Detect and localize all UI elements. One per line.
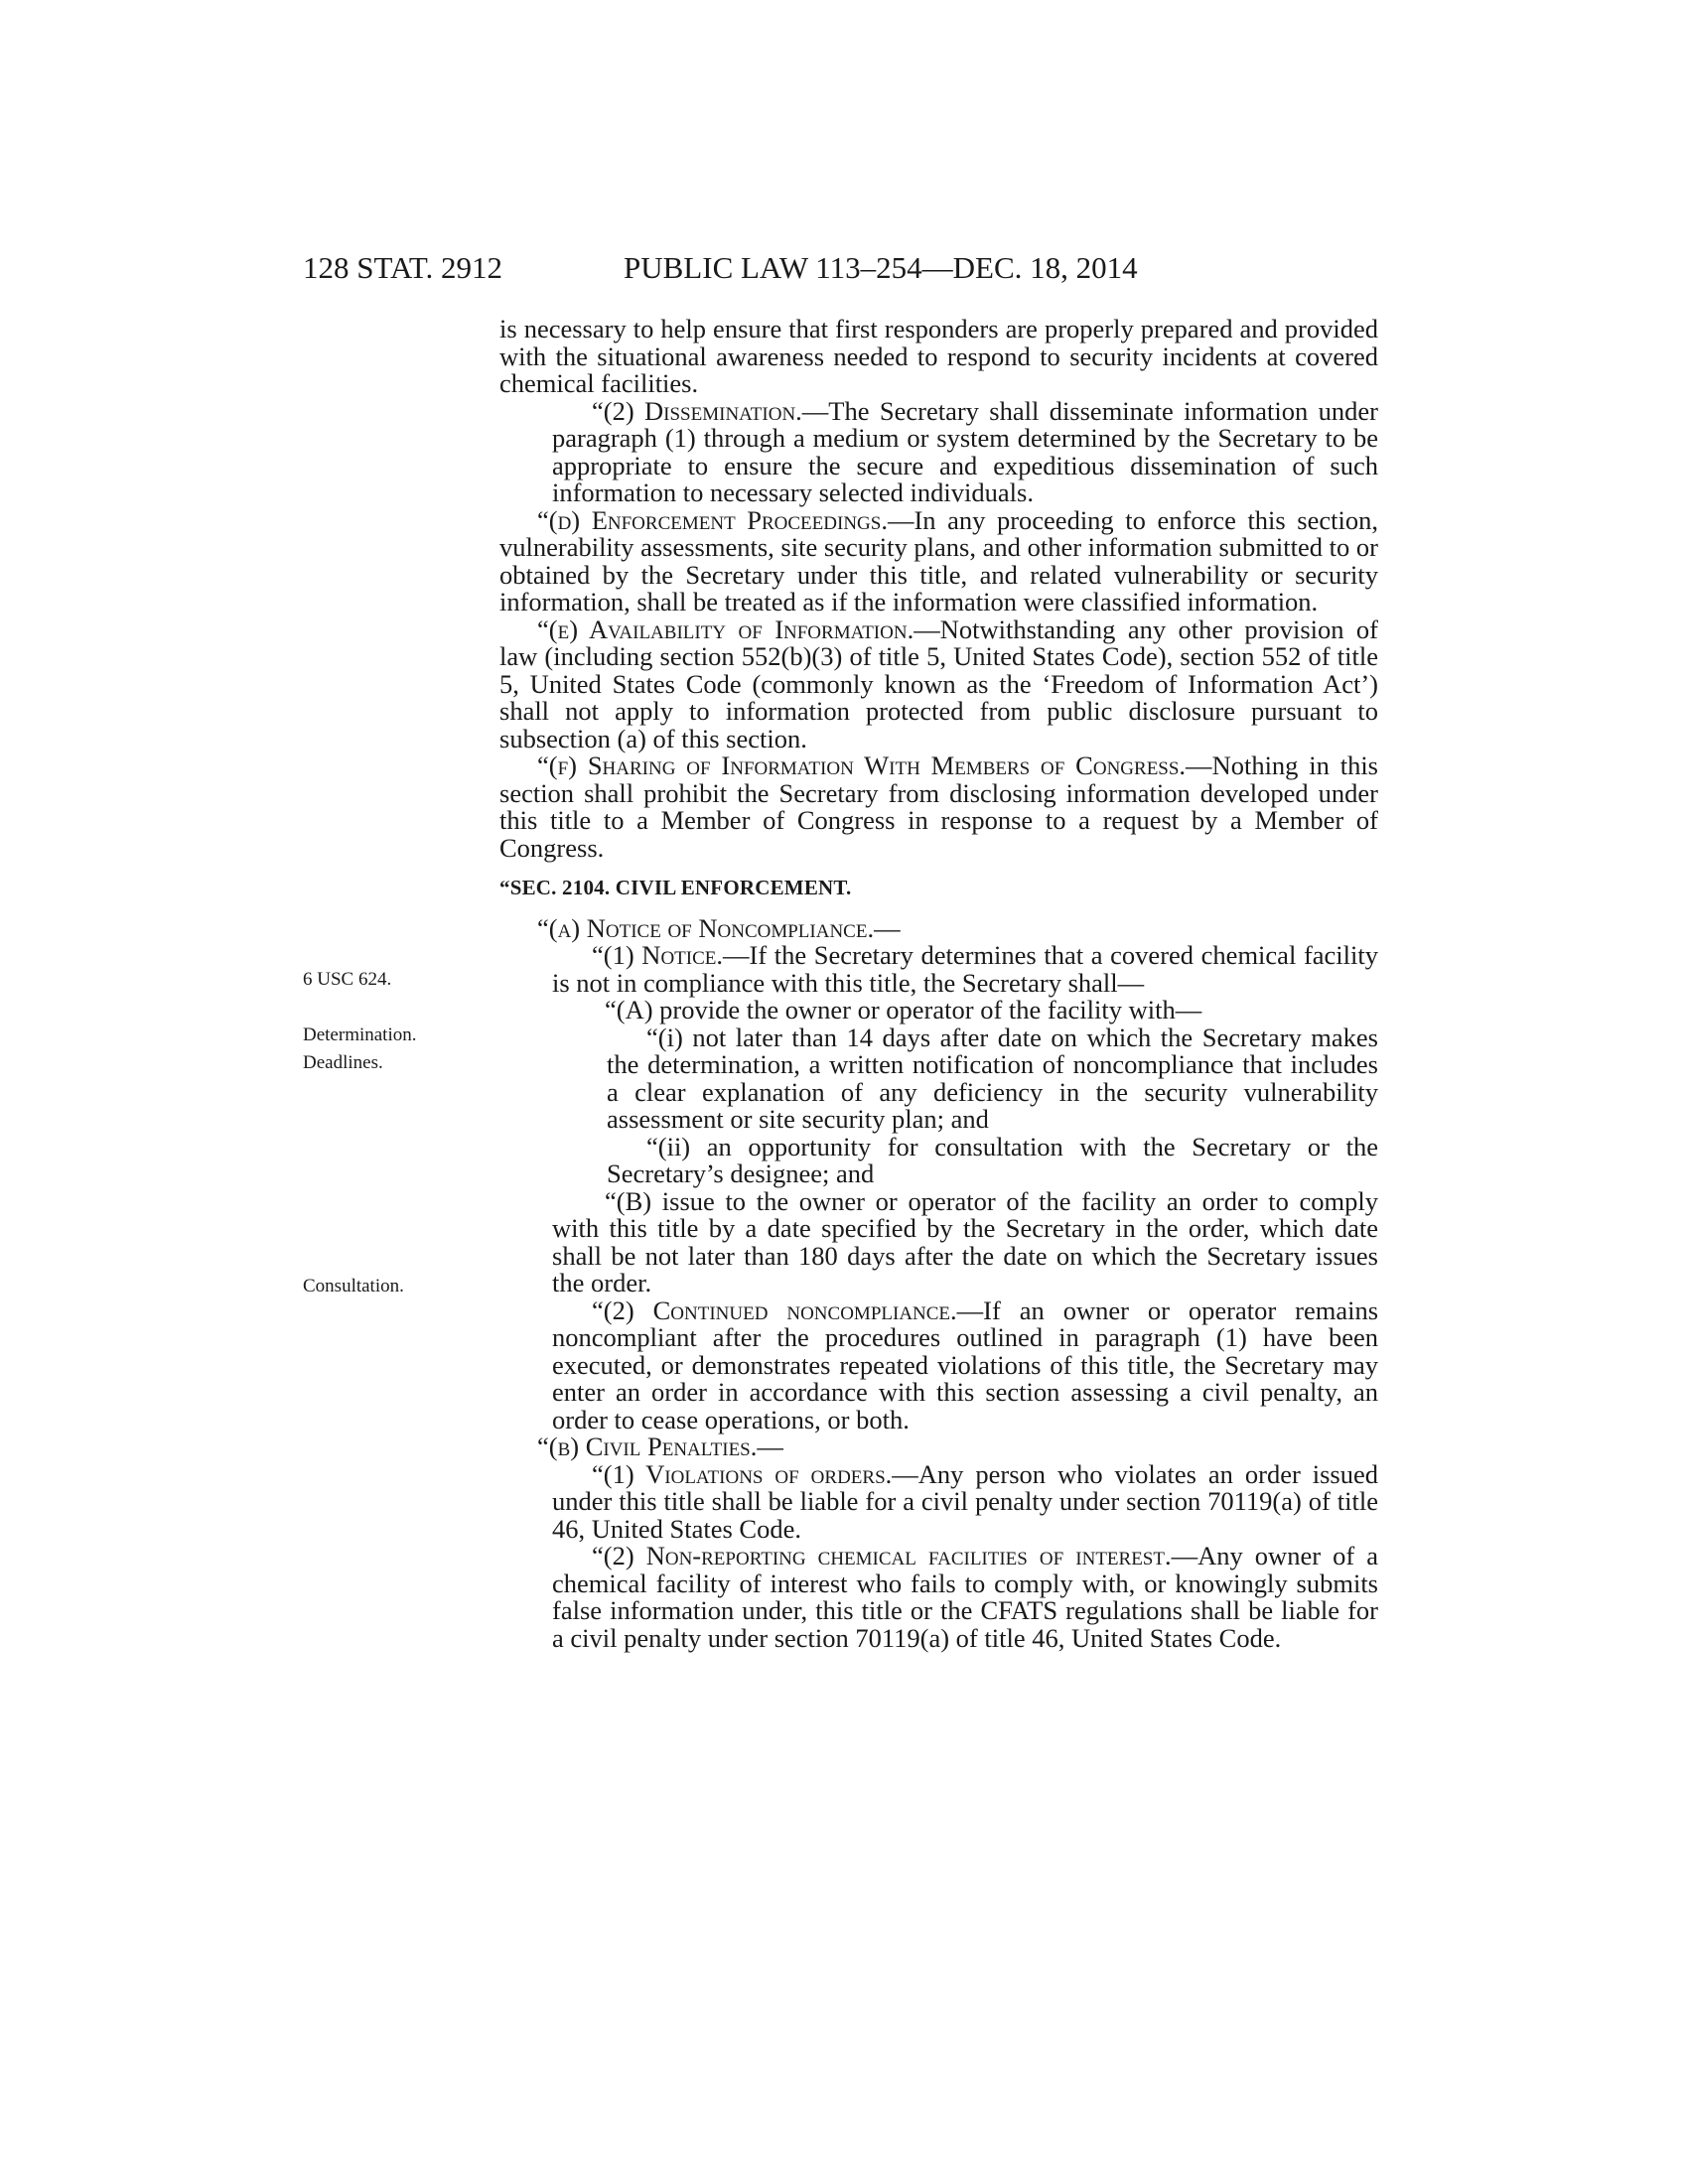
paragraph-f-sharing: [499, 752, 1378, 862]
margin-note-deadlines: Deadlines.: [303, 1052, 383, 1073]
margin-note-usc: 6 USC 624.: [303, 969, 392, 990]
paragraph-heading: “(2) Non-reporting chemical facilities of interest.—: [592, 1541, 1198, 1570]
paragraph-text: Notwithstanding any other provision of law (including section 552(b)(3) of title 5, United States Code), section 552 of title 5, United States Code (commonly known as the ‘Freedom of Information Act’) shall not apply to information protected from public disclosure pursuant to subsection (a) of this section.: [499, 614, 1379, 753]
paragraph-b-heading: [499, 1433, 1378, 1461]
paragraph-c2-dissemination: [499, 395, 1378, 507]
paragraph-b1-violations: [499, 1458, 1378, 1544]
paragraph-e-availability: [499, 616, 1378, 753]
margin-note-determination: Determination.: [303, 1024, 417, 1045]
paragraph-text: Any owner of a chemical facility of interest who fails to comply with, or knowingly submits false information under, this title or the CFATS regulations shall be liable for a civil penalty under section 70119(a) of title 46, United States Code.: [552, 1541, 1378, 1653]
paragraph-heading: “(2) Continued noncompliance.—: [592, 1295, 984, 1325]
paragraph-heading: “(f) Sharing of Information With Members of Congress.—: [537, 751, 1212, 780]
paragraph-text: If the Secretary determines that a covered chemical facility is not in compliance with this title, the Secretary shall—: [552, 940, 1378, 998]
paragraph-text: If an owner or operator remains noncompliant after the procedures outlined in paragraph (1) have been executed, or demonstrates repeated violations of this title, the Secretary may enter an order in accordance with this section assessing a civil penalty, an order to cease operations, or both.: [552, 1295, 1379, 1434]
paragraph-heading: “(a) Notice of Noncompliance.—: [537, 912, 901, 943]
paragraph-a1-A-i: “(i) not later than 14 days after date on which the Secretary makes the determination, a written notification of noncompliance that includes a clear explanation of any deficiency in the security vulnerability assessment or site security plan; and: [607, 1022, 1378, 1134]
paragraph-text: Nothing in this section shall prohibit the Secretary from disclosing information developed under this title to a Member of Congress in response to a request by a Member of Congress.: [499, 751, 1378, 863]
paragraph-text: Any person who violates an order issued under this title shall be liable for a civil penalty under section 70119(a) of title 46, United States Code.: [552, 1458, 1378, 1544]
paragraph-a1-B: “(B) issue to the owner or operator of the facility an order to comply with this title by a date specified by the Secretary in the order, which date shall be not later than 180 days after the date on which the Secretary issues the order.: [552, 1185, 1378, 1297]
paragraph-a1-A-ii: “(ii) an opportunity for consultation with the Secretary or the Secretary’s designee; and: [607, 1131, 1378, 1188]
paragraph-a-heading: [499, 912, 1378, 943]
paragraph-heading: “(1) Violations of orders.—: [592, 1458, 918, 1489]
margin-note-consultation: Consultation.: [303, 1276, 404, 1297]
running-header: PUBLIC LAW 113–254—DEC. 18, 2014: [624, 250, 1138, 285]
paragraph-text: In any proceeding to enforce this section, vulnerability assessments, site security plans, and other information submitted to or obtained by the Secretary under this title, and related vulnerability or security information, shall be treated as if the information were classified information.: [499, 504, 1378, 616]
paragraph-heading: “(2) Dissemination.—: [592, 395, 829, 426]
paragraph-text: The Secretary shall disseminate information under paragraph (1) through a medium or system determined by the Secretary to be appropriate to ensure the secure and expeditious dissemination of such information to necessary selected individuals.: [552, 395, 1378, 507]
paragraph-heading: “(d) Enforcement Proceedings.—: [537, 504, 914, 535]
paragraph-a2-continued-noncompliance: [499, 1297, 1378, 1434]
paragraph-heading: “(b) Civil Penalties.—: [537, 1432, 783, 1461]
paragraph-heading: “(e) Availability of Information.—: [537, 614, 940, 644]
section-heading: “SEC. 2104. CIVIL ENFORCEMENT.: [499, 876, 852, 899]
body-text-column: [499, 316, 1378, 1652]
paragraph-d-enforcement-proceedings: [499, 504, 1378, 616]
paragraph-c1-continued: is necessary to help ensure that first responders are properly prepared and provided with the situational awareness needed to respond to security incidents at covered chemical facilities.: [499, 314, 1378, 398]
page-stat-number: 128 STAT. 2912: [303, 250, 503, 285]
paragraph-a1-notice: [499, 942, 1378, 997]
paragraph-a1-A: “(A) provide the owner or operator of the facility with—: [605, 995, 1202, 1024]
paragraph-heading: “(1) Notice.—: [592, 940, 750, 970]
paragraph-b2-non-reporting: [499, 1543, 1378, 1652]
